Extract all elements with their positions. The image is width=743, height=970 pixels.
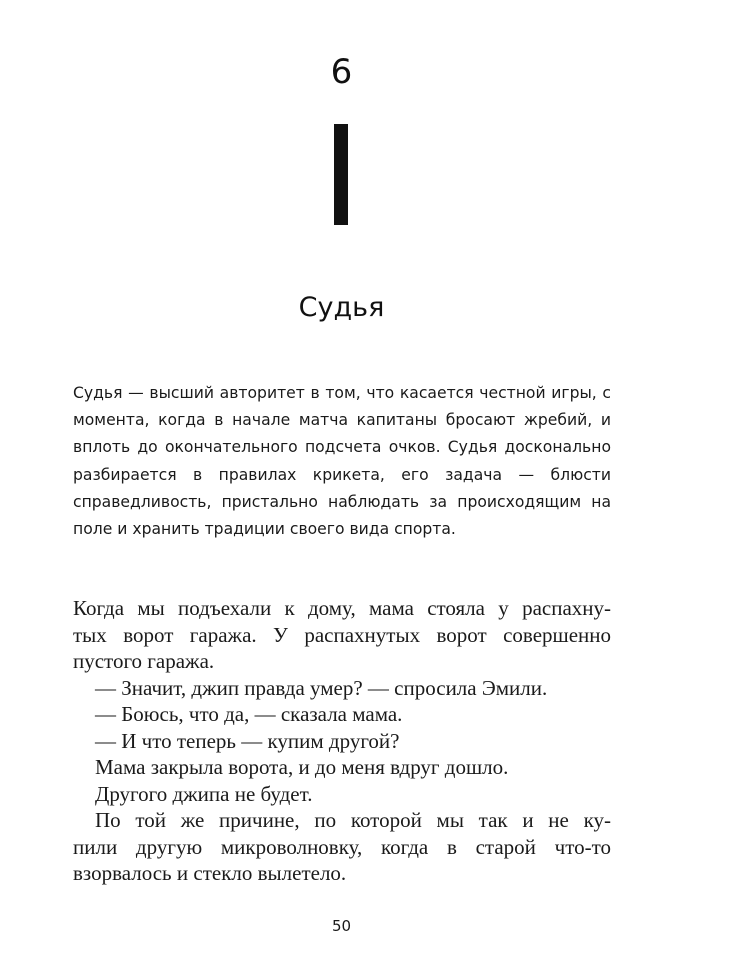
body-line: взорвалось и стекло вылетело. [73,861,347,885]
body-line: Другого джипа не будет. [95,781,313,806]
body-line: пустого гаража. [73,649,215,673]
body-line: пили другую микроволновку, когда в старой что-то [73,834,611,859]
body-line: Мама закрыла ворота, и до меня вдруг дошло. [95,755,509,779]
body-line: тых ворот гаража. У распахнутых ворот совершенно [73,622,611,647]
dialogue-line: — Боюсь, что да, — сказала мама. [95,702,403,726]
chapter-divider-bar [334,124,348,225]
epigraph-paragraph: Судья — высший авторитет в том, что касается честной игры, с момента, когда в начале матча капитаны бросают жребий, и вплоть до окончательного подсчета очков. Судья досконально разбирается в правилах крикета, его задача — блюсти справедливость, пристально наблюдать за происходящим на поле и хранить традиции своего вида спорта. [73,384,611,539]
page-number: 50 [331,917,352,935]
chapter-title: Судья [298,292,385,323]
dialogue-line: — И что теперь — купим другой? [95,728,400,753]
dialogue-line: — Значит, джип правда умер? — спросила Эмили. [95,675,548,700]
body-line: По той же причине, по которой мы так и не ку- [95,808,611,832]
body-text [73,595,611,887]
chapter-number: 6 [330,52,353,92]
body-line: Когда мы подъехали к дому, мама стояла у распахну- [73,596,611,620]
